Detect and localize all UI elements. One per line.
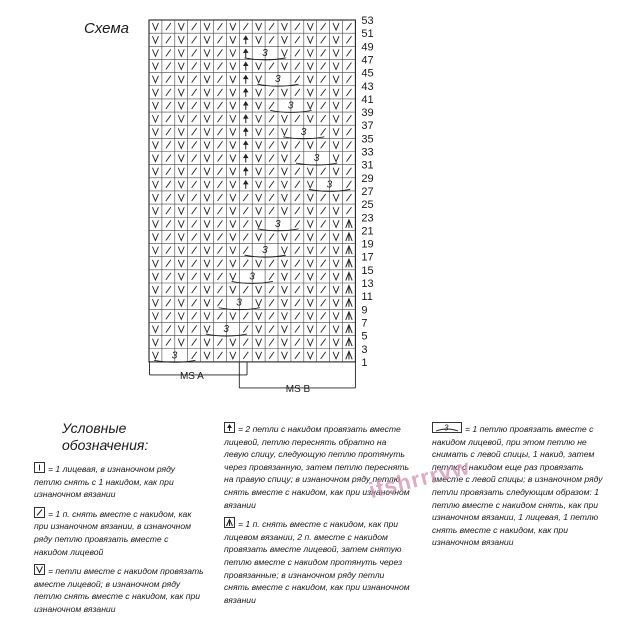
row-number: 47	[361, 54, 374, 67]
decrease-3-mark: 3	[262, 245, 268, 257]
decrease-3-mark: 3	[326, 179, 333, 191]
arrow-up-icon	[224, 422, 235, 433]
row-number: 45	[361, 67, 374, 80]
decrease-3-mark: 3	[249, 271, 255, 283]
legend-item-dec3	[432, 422, 604, 549]
legend-text-dec3: = 1 петлю провязать вместе с накидом лицевой, при этом петлю не снимать с левой спицы, 1 накид, затем петлю с накидом еще раз провязать вместе с левой спицы; в изнаночном ряду петли провязать следующим образом: 1 петлю вместе с накидом снять, как при изнаночном вязании, 1 лицевая, 1 петлю снять вместе с накидом, как при изнаночном вязании	[432, 424, 603, 548]
row-number: 11	[361, 291, 373, 304]
legend-text-lambda: = 1 п. снять вместе с накидом, как при лицевом вязании, 2 п. вместе с накидом провязать вместе лицевой, затем снятую петлю вместе с накидом протянуть через провязанные; в изнаночном ряду петли снять вместе с накидом, как при изнаночном вязании	[224, 519, 410, 605]
decrease-3-mark: 3	[275, 74, 281, 86]
legend-column-2	[224, 422, 410, 612]
ms-a-label: MS A	[179, 370, 204, 382]
decrease-3-mark: 3	[236, 297, 242, 309]
legend-column-3	[432, 422, 604, 555]
legend-column-1	[34, 462, 204, 622]
legend-text-slip: = 1 п. снять вместе с накидом, как при изнаночном вязании, в изнаночном ряду петлю провязать вместе с накидом лицевой	[34, 508, 192, 557]
legend-item-v	[34, 564, 204, 615]
decrease-3-mark: 3	[287, 100, 294, 112]
knit-icon	[34, 462, 45, 473]
slip-icon	[34, 507, 45, 518]
dec3-icon	[432, 422, 462, 433]
ms-b-label: MS B	[285, 383, 311, 395]
row-number: 31	[361, 159, 374, 172]
row-number: 51	[361, 28, 374, 41]
decrease-3-mark: 3	[275, 218, 281, 230]
legend-text-arrow: = 2 петли с накидом провязать вместе лицевой, петлю переснять обратно на левую спицу, следующую петлю протянуть через провязанную, затем петлю переснять на правую спицу; в изнаночном ряду петлю снять вместе с накидом, как при изнаночном вязании	[224, 424, 410, 510]
legend-heading-line1: Условные	[62, 420, 127, 436]
row-number: 43	[361, 80, 374, 93]
legend-item-lambda	[224, 517, 410, 606]
lambda-icon	[224, 517, 235, 528]
row-number: 23	[361, 212, 374, 225]
decrease-3-mark: 3	[171, 350, 178, 362]
row-number: 13	[361, 278, 374, 290]
decrease-3-mark: 3	[300, 126, 307, 138]
row-number: 33	[361, 146, 374, 159]
chart-title: Схема	[84, 20, 129, 37]
legend-text-knit: = 1 лицевая, в изнаночном ряду петлю снять с 1 накидом, как при изнаночном вязании	[34, 464, 176, 500]
svg-text:3: 3	[444, 423, 449, 432]
row-number: 25	[361, 199, 374, 212]
legend-item-slip	[34, 507, 204, 558]
row-number: 19	[361, 238, 374, 251]
row-number: 27	[361, 185, 374, 198]
row-number: 9	[361, 304, 368, 317]
watermark-logo: ifshrrrvw	[366, 453, 473, 504]
legend-text-v: = петли вместе с накидом провязать вместе лицевой; в изнаночном ряду петлю снять вместе с накидом, как при изнаночном вязании	[34, 566, 204, 614]
row-number: 15	[361, 264, 374, 277]
row-number: 21	[361, 225, 374, 238]
v-icon	[34, 564, 45, 575]
decrease-3-mark: 3	[313, 153, 320, 165]
legend-item-knit	[34, 462, 204, 501]
row-number: 1	[361, 356, 368, 369]
row-number: 39	[361, 107, 374, 120]
row-number: 37	[361, 120, 374, 133]
row-number: 17	[361, 251, 374, 264]
row-number: 35	[361, 133, 374, 146]
row-number: 53	[361, 15, 374, 27]
legend-heading-line2: обозначения:	[62, 437, 149, 453]
decrease-3-mark: 3	[223, 324, 229, 336]
row-number: 49	[361, 41, 374, 54]
row-number: 7	[361, 317, 368, 330]
row-number: 29	[361, 172, 374, 185]
row-number: 41	[361, 93, 374, 106]
legend-heading	[62, 420, 148, 454]
decrease-3-mark: 3	[262, 47, 268, 59]
row-number: 5	[361, 330, 368, 343]
row-number: 3	[361, 343, 368, 356]
